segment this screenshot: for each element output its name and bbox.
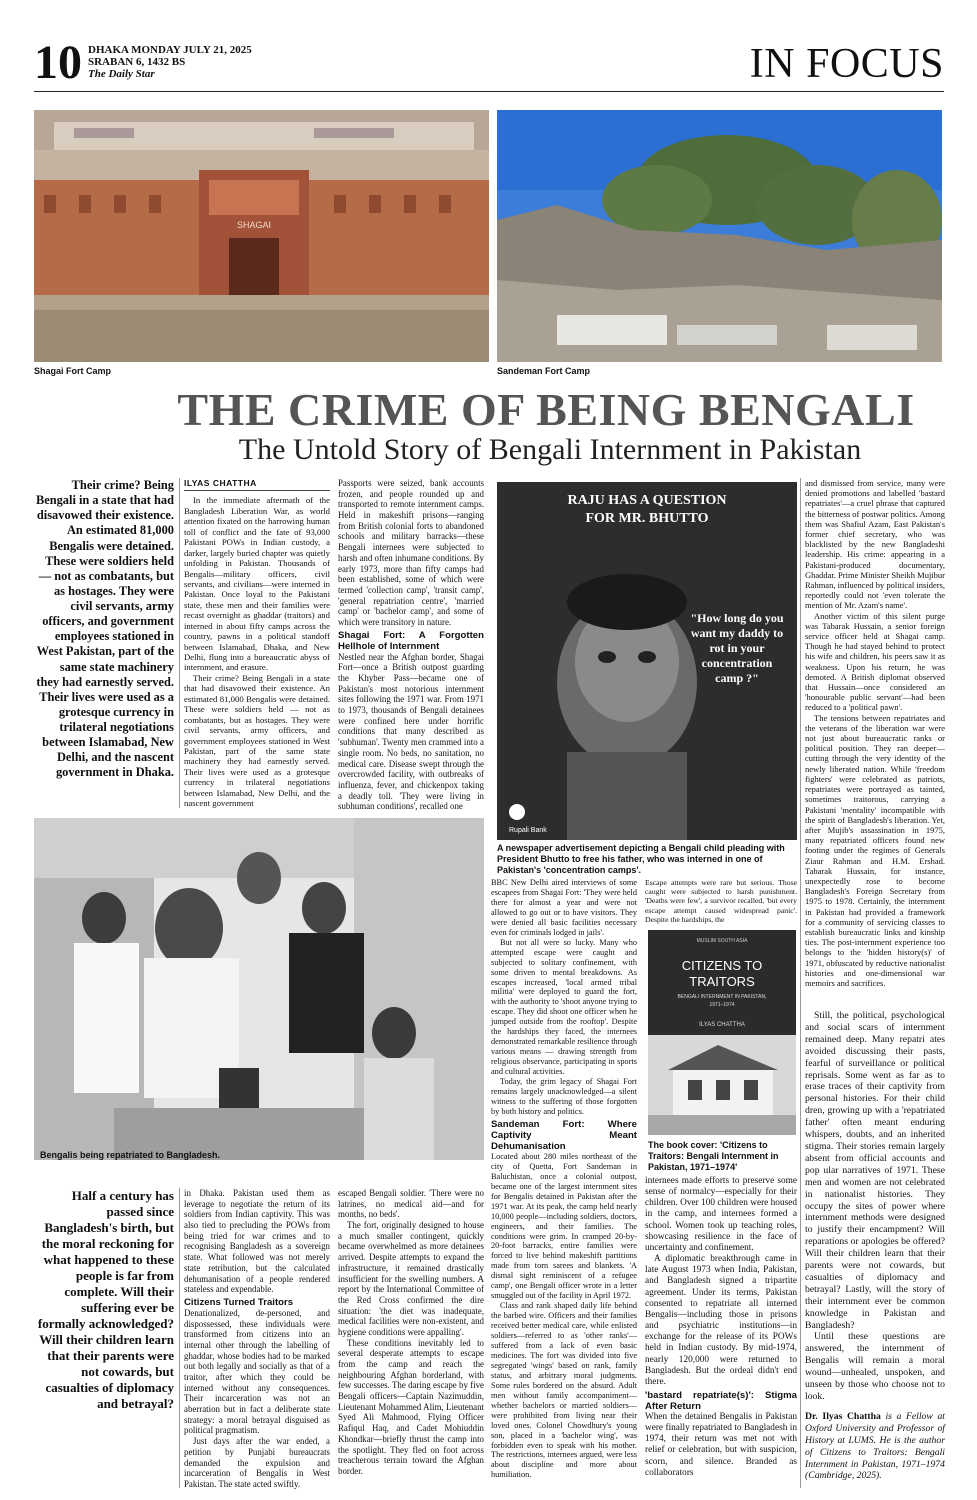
- advert-title-2: FOR MR. BHUTTO: [585, 511, 709, 526]
- col1-paragraph: In the immediate aftermath of the Bangladesh Liberation War, as world attention fixated on the harrowing human toll of conflict and the fate of 93,000 Pakistani POWs in Indian custody, a darker, largely buried chapter was quietly unfolding in Pakistan. Thousands of Bengalis—military officers, civil servants, and civilians—were interned in Pakistan. Once loyal to the Pakistani state, these men and their families were recast overnight as ghaddar (traitors) and interned in about fifty camps across the country, pawns in a political standoff between Islamabad, Dhaka, and New Delhi, flung into a bureaucratic abyss of internment, and erasure.: [184, 495, 330, 673]
- article-column-4: [645, 878, 797, 924]
- book-subtitle-2: 1971–1974: [709, 1002, 735, 1008]
- col3-paragraph: But not all were so lucky. Many who attempted escape were caught and subjected to solitary confinement, with some driven to mental breakdowns. As escapes increased, 'local armed tribal militia' were deployed to guard the fort, with the authority to 'shoot anyone trying to escape. They did shoot one officer when he jumped outside from the rooftop'. Despite the hardships they faced, the internees demonstrated remarkable resilience through various means — drawing strength from religious observance, participating in sports and cultural activities.: [491, 937, 637, 1077]
- book-author: ILYAS CHATTHA: [699, 1022, 745, 1028]
- sandeman-fort-illustration: [497, 110, 942, 362]
- article-column-b2: [338, 1188, 484, 1477]
- advert-quote-1: "How long do you: [690, 611, 784, 625]
- advertisement-image: [497, 482, 797, 840]
- col3-paragraph: Located about 280 miles northeast of the city of Quetta, Fort Sandeman in Baluchistan, once a colonial outpost, became one of the largest internment sites for Bengalis detained in Pakistan after the 1971 war. At its peak, the camp held nearly 10,000 people—including soldiers, doctors, engineers, and their families. The conditions were grim. In cramped 20-by-20-foot barracks, entire families were forced to live behind makeshift partitions made from torn sarees and blankets. 'A dismal sight reminiscent of a refugee camp', one Bengali officer wrote in a letter smuggled out of the facility in April 1972.: [491, 1151, 637, 1301]
- col2-subheading: Shagai Fort: A Forgotten Hellhole of Internment: [338, 629, 484, 652]
- col3-paragraph: BBC New Delhi aired interviews of some escapees from Shagai Fort: 'They were held there for almost a year and were not allowed to go out or to have visitors. They were denied all basic facilities necessary even for criminals lodged in jails'.: [491, 878, 637, 937]
- book-series: MUSLIM SOUTH ASIA: [696, 938, 748, 944]
- column-divider: [800, 478, 801, 1488]
- col4-paragraph: Escape attempts were rare but serious. Those caught were subjected to harsh punishment. 'Deaths were few', a survivor recalled, 'but every escape attempt caused widespread panic'. Despite the hardships, the: [645, 878, 797, 924]
- advert-quote-5: camp ?": [715, 671, 759, 685]
- colb2-paragraph: escaped Bengali soldier. 'There were no latrines, no medical aid—and for months, no beds'.: [338, 1188, 484, 1220]
- col4-paragraph: internees made efforts to preserve some sense of normalcy—especially for their children. Over 100 children were housed in the camp, and internees formed a school. Women took up teaching roles, showcasing resilience in the face of uncertainty and confinement.: [645, 1176, 797, 1253]
- section-title: IN FOCUS: [749, 41, 944, 87]
- advert-quote-4: concentration: [701, 656, 773, 670]
- colb1-subheading: Citizens Turned Traitors: [184, 1296, 294, 1308]
- article-column-3: [491, 878, 637, 1480]
- advert-caption: A newspaper advertisement depicting a Bengali child pleading with President Bhutto to free his father, who was interned in one of Pakistan's 'concentration camps'.: [497, 843, 785, 875]
- colb1-paragraph: Denationalized, de-personed, and dispossessed, these individuals were transformed from citizens into an internal other through the labelling of ghaddar, whose bodies had to be marked out both legally and socially as that of a traitor, after which they could be interned without any consequences. Their incarceration was not an aberration but in fact a deliberate state strategy: a moral betrayal disguised as political pragmatism.: [184, 1307, 330, 1436]
- advert-quote-2: want my daddy to: [690, 626, 784, 640]
- article-column-2: [338, 478, 484, 812]
- col5-extra-paragraph: Half a century has passed since Bangladesh's birth, but the moral reckoning for what happened to these people is far from complete. Will their suffering ever be formally acknowledged? Will they ever discover the sites of power where internment methods were designed to justify their encampment? Will reparations or apologies be offered? Will their children learn that their parents were not cowards, but: [805, 1422, 945, 1424]
- col5-paragraph: and dismissed from service, many were denied promotions and labelled 'bastard repatriates'—a cruel phrase that captured the bitterness of postwar politics. Among them was Shafiul Azam, East Pakistan's former chief secretary, who was blacklisted by the new Bangladeshi leadership. His crime: appearing in a Pakistani-produced documentary, Ghaddar. Prime Minister Sheikh Mujibur Rahman, influenced by political insiders, reportedly could not 'even tolerate the mention of Mr. Azam's name'.: [805, 478, 946, 611]
- shagai-caption: Shagai Fort Camp: [34, 366, 112, 376]
- col5-paragraph: Still, the political, psychological and social scars of internment remained deep. Many repatri ates avoided discussing their pasts, fearful of surveillance or political reprisals. Some went as far as to erase traces of their captivity from personal histories. For their child dren, growing up with a 'repatriated father' often meant enduring whispers, doubts, and an inherited stigma. Their stories remain largely absent from official accounts and pop ular narratives of 1971. These men and women are not celebrated in nationalist histories. They occupy the sites of power where internment methods were designed to justify their encampment? Will reparations or apologies be offered? Will their children learn that their parents were not cowards, but casualties of diplomacy and betrayal? Lastly, will the story of their internment ever be common knowledge in Pakistan and Bangladesh?: [805, 1010, 945, 1331]
- column-divider: [179, 1188, 180, 1488]
- book-subtitle-1: BENGALI INTERNMENT IN PAKISTAN,: [677, 994, 767, 1000]
- column-divider: [179, 478, 180, 808]
- article-column-5-extra: [805, 1422, 945, 1424]
- byline: ILYAS CHATTHA: [184, 478, 330, 491]
- col5-paragraph: Another victim of this silent purge was Tabarak Hussain, a senior foreign service officer held at Shagai camp. Though he had stayed behind to protect his wife and children, his peers saw it as weakness. Upon his return, he was demoted. A British diplomat observed that Hussain—once considered an 'honourable public servant'—had been reduced to a 'political pawn'.: [805, 610, 945, 713]
- article-column-4-cont: [645, 1176, 797, 1479]
- newspaper-name: The Daily Star: [88, 68, 155, 80]
- shagai-fort-photo: [34, 110, 489, 362]
- col3-paragraph: Today, the grim legacy of Shagai Fort remains largely unacknowledged—a silent witness to the suffering of those forgotten by both history and politics.: [491, 1077, 637, 1116]
- book-title-1: CITIZENS TO: [681, 958, 763, 973]
- article-column-1: [184, 478, 330, 809]
- advert-bank: Rupali Bank: [509, 827, 547, 834]
- advert-title-1: RAJU HAS A QUESTION: [567, 493, 727, 508]
- shagai-fort-illustration: [34, 110, 489, 362]
- article-subheadline: The Untold Story of Bengali Internment in Pakistan: [238, 433, 862, 466]
- page-number: 10: [34, 36, 82, 89]
- col3-subheading: Sandeman Fort: Where Captivity Meant Dehumanisation: [491, 1118, 637, 1152]
- sandeman-fort-photo: [497, 110, 942, 362]
- dateline: [88, 44, 252, 80]
- advert-quote-3: rot in your: [709, 641, 765, 655]
- book-title-2: TRAITORS: [689, 974, 755, 989]
- bangla-date: SRABAN 6, 1432 BS: [88, 56, 186, 68]
- pull-quote-top: Their crime? Being Bengali in a state that had disavowed their existence. An estimated 81,000 Bengalis were detained. These were soldiers held — not as combatants, but as hostages. They were civil servants, army officers, and government employees stationed in West Pakistan, part of the same state machinery they had earnestly served. Their lives were used as a grotesque currency in trilateral negotiations between Islamabad, New Delhi, and the nascent government in Dhaka.: [35, 478, 174, 780]
- date-line: DHAKA MONDAY JULY 21, 2025: [88, 44, 252, 56]
- rupali-bank-logo-icon: [509, 804, 525, 820]
- colb1-paragraph: Just days after the war ended, a petition by Punjabi bureaucrats demanded the expulsion and incarceration of Bengalis in West Pakistan. The state acted swiftly.: [184, 1436, 330, 1489]
- book-caption: The book cover: 'Citizens to Traitors: Bengali Internment in Pakistan, 1971–1974': [648, 1140, 779, 1172]
- advert-illustration: [497, 482, 797, 840]
- col4-paragraph: When the detained Bengalis in Pakistan were finally repatriated to Bangladesh in 1974, their return was met not with relief or celebration, but with suspicion, scorn, and silence. Branded as collaborators: [645, 1411, 797, 1478]
- shagai-sign: SHAGAI: [236, 220, 272, 230]
- sandeman-caption: Sandeman Fort Camp: [497, 366, 591, 376]
- book-cover: [648, 930, 796, 1135]
- article-column-5: [805, 478, 945, 988]
- author-bio-text: is a Fellow at Oxford University and Professor of History at LUMS. He is the author of Citizens to Traitors: Bengali Internment in Pakistan, 1971–1974 (Cambridge, 2025).: [805, 1410, 945, 1482]
- col2-paragraph: Passports were seized, bank accounts frozen, and people rounded up and transported to remote internment camps. Held in makeshift prisons—ranging from British colonial forts to abandoned schools and military barracks—these Bengali internees were subjected to harsh and often inhumane conditions. By early 1973, more than fifty camps had been established, some of which were termed 'collection camp', 'transit camp', 'general repatriation centre', 'married camp' or 'bachelor camp', and some of which were transitory in nature.: [338, 478, 484, 627]
- repatriation-illustration: [34, 818, 484, 1160]
- col5-paragraph: The tensions between repatriates and the veterans of the liberation war were not just about bureaucratic ranks or political position. They ran deeper—cutting through the very identity of the newly liberated nation. While 'freedom fighters' were celebrated as patriots, repatriates were portrayed as tainted, sometimes traitorous, carrying a Pakistani 'mentality' incompatible with the spirit of Bangladesh's liberation. Yet, after Mujib's assassination in 1975, many repatriated officers found new footing under the regimes of Generals Ziaur Rahman and H.M. Ershad. Tabarak Hussain, for instance, unexpectedly rose to become Bangladesh's Foreign Secretary from 1975 to 1978. Certainly, the internment in Pakistan had provided a framework for a community of servicing classes to establish bureaucratic links and kinship ties. The post-internment experience too belongs to the 'hidden history(s)' of 1971, obfuscated by reductive nationalist histories and one-dimensional war memoirs and sacrifices.: [805, 712, 945, 988]
- col4-paragraph: A diplomatic breakthrough came in late August 1973 when India, Pakistan, and Bangladesh signed a tripartite agreement. Under its terms, Pakistan consented to repatriate all interned Bengalis—including those in prisons and psychiatric institutions—in exchange for the release of its POWs held in Indian custody. By mid-1974, nearly 120,000 were returned to Bangladesh. But the ordeal didn't end there.: [645, 1254, 797, 1387]
- col2-paragraph: Nestled near the Afghan border, Shagai Fort—once a British outpost guarding the Khyber Pass—became one of Pakistan's most notorious internment sites following the 1971 war. From 1971 to 1973, thousands of Bengali detainees were confined here under horrific conditions that many described as 'subhuman'. Twenty men crammed into a single room. No beds, no sanitation, no medical care. Disease swept through the overcrowded facility, with outbreaks of influenza, fever, and chickenpox taking a deadly toll. 'They were living in subhuman conditions', recalled one: [338, 651, 484, 812]
- colb1-paragraph: in Dhaka. Pakistan used them as leverage to negotiate the return of its soldiers from Indian captivity. This was also tied to precluding the POWs from being tried for war crimes and to recognising Bangladesh as a sovereign state. What followed was not merely state retribution, but the calculated dehumanisation of a people rendered stateless and expendable.: [184, 1188, 330, 1295]
- colb2-paragraph: The fort, originally designed to house a much smaller contingent, quickly became overwhelmed as more detainees arrived. Despite attempts to expand the infrastructure, it remained drastically insufficient for the swelling numbers. A report by the International Committee of the Red Cross confirmed the dire situation: 'the diet was inadequate, medical facilities were non-existent, and hygiene conditions were appalling'.: [338, 1220, 484, 1337]
- author-bio-name: Dr. Ilyas Chattha: [805, 1410, 881, 1422]
- repatriation-caption: Bengalis being repatriated to Bangladesh.: [40, 1150, 221, 1160]
- colb2-paragraph: These conditions inevitably led to several desperate attempts to escape from the camp and reach the neighbouring Afghan borderland, with few successes. The daring escape by five Bengali officers—Captain Nazimuddin, Lieutenant Mohammed Alim, Lieutenant Syed Ali Mahmood, Flying Officer Rafiqul Haq, and Cadet Mohiuddin Khondkar—briefly thrust the camp into the spotlight. They fled on foot across treacherous terrain toward the Afghan border.: [338, 1337, 484, 1476]
- col4-subheading: 'bastard repatriate(s)': Stigma After Return: [645, 1389, 797, 1412]
- col3-paragraph: Class and rank shaped daily life behind the barbed wire. Officers and their families received better medical care, while enlisted soldiers—referred to as 'other ranks'—suffered from a lack of even basic medicines. The fort was divided into five segregated 'wings' based on rank, family status, and arbitrary moral judgments. Some rules bordered on the absurd. Adult men without family accompaniment—whether bachelors or married soldiers—were prohibited from living near their loved ones. Colonel Chowdhury's young son, placed in a 'bachelor wing', was forbidden even to speak with his mother. The restrictions, internees argued, were less about discipline and more about humiliation.: [491, 1301, 637, 1480]
- col5-extra-paragraph: men and women are not celebrated in nationalist histories. They occupy neither the heroic lens of liberation nor the victimhood of genocide. As the Haitian historian Michel-Rolph Trouillot famously called 'silences within silences'—those stories deemed too inconvenient for national myths.: [805, 1422, 922, 1423]
- col5-paragraph: Until these questions are answered, the internment of Bengalis will remain a moral wound—unhealed, unspoken, and unseen by those who choose not to look.: [805, 1331, 945, 1402]
- pull-quote-bottom: Half a century has passed since Bangladesh's birth, but the moral reckoning for what happened to these people is far from complete. Will their suffering ever be formally acknowledged? Will their children learn that their parents were not cowards, but casualties of diplomacy and betrayal?: [37, 1188, 174, 1411]
- repatriation-photo: [34, 818, 484, 1160]
- article-column-5-cont: [805, 1010, 945, 1482]
- page-header: [34, 38, 944, 92]
- article-headline: THE CRIME OF BEING BENGALI: [177, 384, 915, 435]
- article-column-b1: [184, 1188, 330, 1490]
- book-cover-illustration: [648, 930, 796, 1135]
- col1-paragraph: Their crime? Being Bengali in a state that had disavowed their existence. An estimated 81,000 Bengalis were detained. These were soldiers held — not as combatants, but as hostages. They were civil servants, army officers, and government employees stationed in West Pakistan, part of the same state machinery they had earnestly served. Their lives were used as a grotesque currency in trilateral negotiations between Islamabad, New Delhi, and the nascent government: [184, 672, 330, 809]
